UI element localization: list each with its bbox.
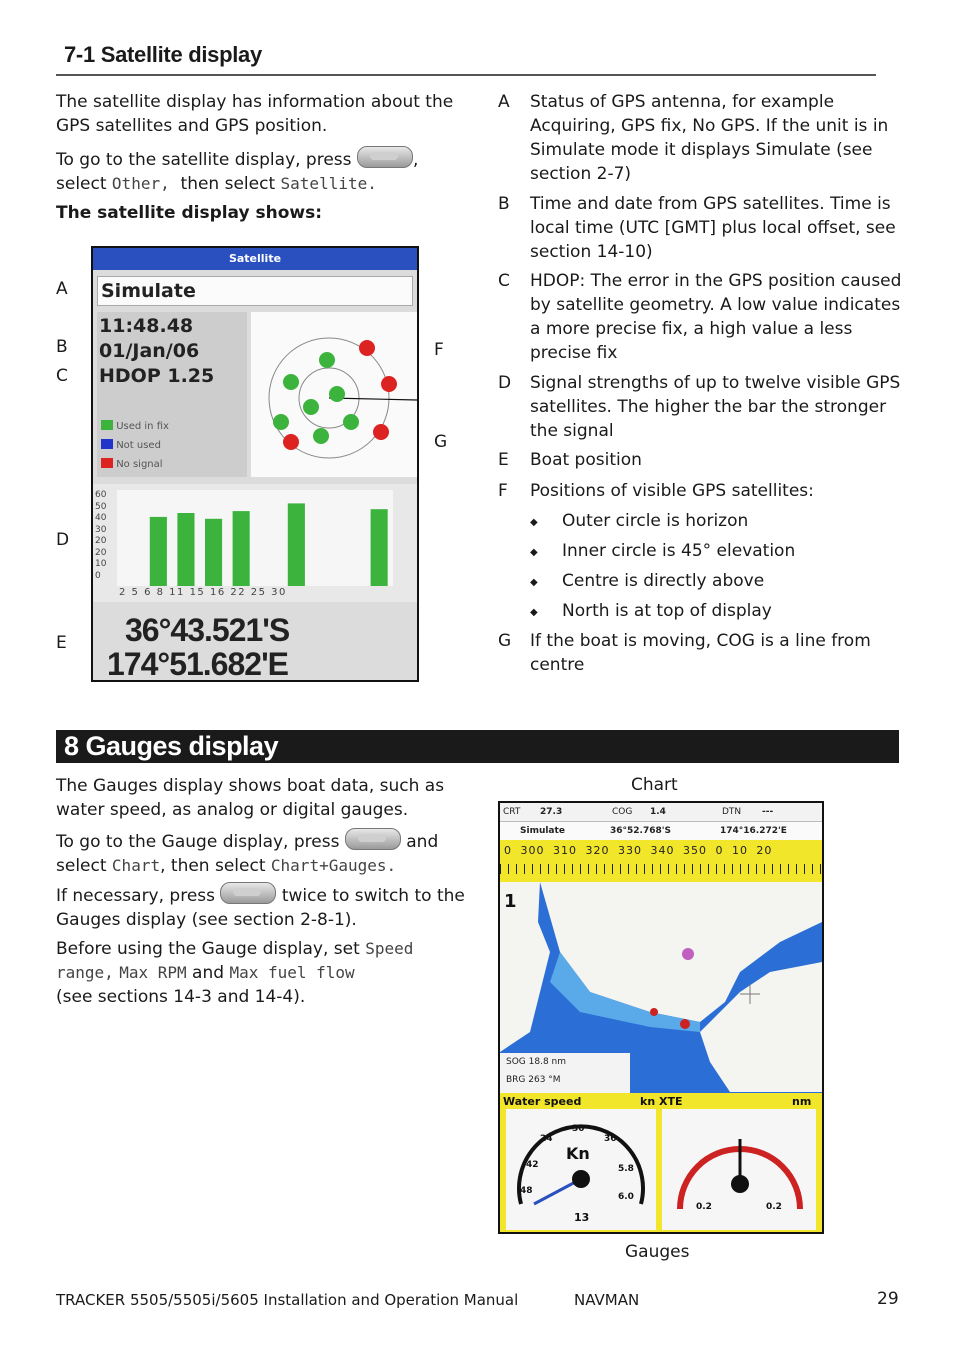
gauges-intro-paragraph: The Gauges display shows boat data, such as water speed, as analog or digital gauges. xyxy=(56,776,445,820)
speed-gauge xyxy=(506,1109,656,1230)
legend-label: Used in fix xyxy=(116,421,169,432)
compass-scale-bar xyxy=(500,840,822,882)
gauges-panel xyxy=(500,1093,822,1232)
callout-e: E xyxy=(56,633,67,653)
instr-then-select: , then select xyxy=(160,856,266,876)
data-value: 1.4 xyxy=(650,807,666,817)
signal-bar xyxy=(205,519,222,586)
bullet-text: North is at top of display xyxy=(562,601,772,621)
sat-marker-green xyxy=(303,399,319,415)
legend-not-used xyxy=(101,436,169,455)
sog-readout: SOG 18.8 nm xyxy=(506,1057,567,1067)
instr-text: Before using the Gauge display, set xyxy=(56,939,360,959)
section-heading-bar-8 xyxy=(56,730,899,763)
legend-no-signal xyxy=(101,455,169,474)
disp-button-icon xyxy=(357,146,413,168)
item-key: E xyxy=(498,450,509,470)
signal-y-axis xyxy=(95,490,106,582)
gauges-instructions-paragraph xyxy=(56,828,476,878)
page-number: 29 xyxy=(877,1289,899,1309)
instr-text: If necessary, press xyxy=(56,886,216,906)
data-value: 27.3 xyxy=(540,807,563,817)
callout-d: D xyxy=(56,530,70,550)
item-d xyxy=(498,371,908,443)
y-tick: 10 xyxy=(95,559,107,569)
callout-a: A xyxy=(56,279,68,299)
footer-manual-title: TRACKER 5505/5505i/5605 Installation and Operation Manual xyxy=(56,1291,519,1309)
y-tick: 50 xyxy=(95,501,107,512)
instr-text: Gauges display (see section 2-8-1). xyxy=(56,910,357,930)
chart-range: 1 xyxy=(504,891,517,912)
footer-brand: NAVMAN xyxy=(574,1291,640,1309)
disp-button-icon xyxy=(220,882,276,904)
longitude-readout: 174°51.682'E xyxy=(107,646,289,682)
item-c xyxy=(498,269,908,365)
bullet-text: Centre is directly above xyxy=(562,571,765,591)
caption-chart: Chart xyxy=(631,775,678,795)
compass-ticks xyxy=(500,864,822,874)
caption-gauges: Gauges xyxy=(625,1242,690,1262)
sat-intro-paragraph: The satellite display has information about the GPS satellites and GPS position. xyxy=(56,92,454,136)
sat-marker-green xyxy=(343,414,359,430)
sat-info-panel xyxy=(97,312,247,477)
instr-text: To go to the Gauge display, press xyxy=(56,832,340,852)
gauge-tick: 6.0 xyxy=(618,1192,634,1202)
instr-text: twice to switch to the xyxy=(281,886,465,906)
sat-marker-green xyxy=(313,428,329,444)
legend-swatch-red-icon xyxy=(101,458,113,468)
boat-icon xyxy=(680,1019,690,1029)
instr-text: To go to the satellite display, press xyxy=(56,150,352,170)
legend-used xyxy=(101,417,169,436)
signal-bar xyxy=(150,517,167,586)
sat-marker-red xyxy=(381,376,397,392)
y-tick: 20 xyxy=(95,536,107,546)
sat-instructions-paragraph xyxy=(56,146,476,196)
signal-bar xyxy=(233,511,250,586)
callout-b: B xyxy=(56,337,68,357)
gps-date: 01/Jan/06 xyxy=(99,340,200,362)
item-e xyxy=(498,448,908,472)
signal-bar xyxy=(288,503,305,586)
gps-time: 11:48.48 xyxy=(99,315,194,337)
gauge-hub-icon xyxy=(731,1175,749,1193)
position-lon: 174°16.272'E xyxy=(720,826,787,836)
item-key: D xyxy=(498,373,512,393)
item-text: Status of GPS antenna, for example Acquiring, GPS fix, No GPS. If the unit is in Simulate mode it displays Simulate (see section 2-7) xyxy=(530,92,889,184)
gauge-tick: 13 xyxy=(574,1211,590,1224)
gauges-setup-paragraph xyxy=(56,937,476,1009)
sat-marker-green xyxy=(273,414,289,430)
chart-gauges-screen-image xyxy=(498,801,824,1234)
gauge-tick: 0.2 xyxy=(696,1202,712,1212)
instr-then-select: then select xyxy=(180,174,276,194)
menu-other: Other, xyxy=(111,174,170,193)
callout-g: G xyxy=(434,432,448,452)
sat-skyplot xyxy=(251,312,417,477)
gauge-tick: 48 xyxy=(520,1186,533,1196)
bullet-diamond-icon: ◆ xyxy=(530,517,538,528)
y-tick: 0 xyxy=(95,570,101,581)
setting-max-rpm: Max RPM xyxy=(119,963,187,982)
disp-button-icon xyxy=(345,828,401,850)
y-tick: 20 xyxy=(95,547,107,558)
menu-satellite: Satellite. xyxy=(280,174,377,193)
gauge-title: Water speed xyxy=(503,1095,582,1108)
instr-and: and xyxy=(192,963,225,983)
chart-position-bar xyxy=(500,821,822,840)
sat-marker-green xyxy=(319,352,335,368)
gps-status-field: Simulate xyxy=(97,276,413,306)
data-label: CRT xyxy=(503,807,521,817)
setting-speed: Speed xyxy=(365,939,414,958)
bullet-text: Outer circle is horizon xyxy=(562,511,749,531)
bullet-diamond-icon: ◆ xyxy=(530,577,538,588)
menu-chart-gauges: Chart+Gauges. xyxy=(270,856,397,875)
gauge-tick: 24 xyxy=(540,1134,553,1144)
callout-f: F xyxy=(434,340,444,360)
signal-chart-panel xyxy=(93,484,417,602)
item-a xyxy=(498,90,908,186)
item-text: Signal strengths of up to twelve visible GPS satellites. The higher the bar the stronger the signal xyxy=(530,373,901,441)
section-heading-8: 8 Gauges display xyxy=(64,731,279,761)
gauge-unit: Kn xyxy=(566,1144,590,1163)
legend-label: No signal xyxy=(116,459,163,470)
sat-title-bar: Satellite xyxy=(93,248,417,270)
y-tick: 30 xyxy=(95,524,107,535)
bullet-diamond-icon: ◆ xyxy=(530,607,538,618)
sog-brg-box xyxy=(500,1053,630,1093)
item-f xyxy=(498,479,908,503)
item-text: Positions of visible GPS satellites: xyxy=(530,481,814,501)
instr-text: (see sections 14-3 and 14-4). xyxy=(56,987,306,1007)
setting-range: range, xyxy=(56,963,114,982)
mode-label: Simulate xyxy=(520,826,565,836)
gauge-right-label: nm xyxy=(792,1095,812,1108)
section-heading-7-1: 7-1 Satellite display xyxy=(64,42,262,67)
gauges-switch-paragraph xyxy=(56,882,476,932)
signal-bars xyxy=(117,490,393,586)
latitude-readout: 36°43.521'S xyxy=(125,612,290,648)
brg-readout: BRG 263 °M xyxy=(506,1075,561,1085)
sat-legend xyxy=(101,417,169,474)
gauge-hub-icon xyxy=(572,1170,590,1188)
item-text: Time and date from GPS satellites. Time is local time (UTC [GMT] plus local offset, see section 14-10) xyxy=(530,194,896,262)
callout-c: C xyxy=(56,366,68,386)
item-key: G xyxy=(498,631,512,651)
waypoint-icon xyxy=(682,948,694,960)
legend-swatch-green-icon xyxy=(101,420,113,430)
instr-select: select xyxy=(56,174,107,194)
gauge-mid-label: kn XTE xyxy=(640,1095,683,1108)
sat-marker-green xyxy=(329,386,345,402)
data-label: COG xyxy=(612,807,633,817)
setting-max-fuel-flow: Max fuel flow xyxy=(229,963,355,982)
item-key: B xyxy=(498,194,510,214)
instr-and: and xyxy=(406,832,439,852)
signal-bar xyxy=(371,509,388,586)
y-tick: 60 xyxy=(95,490,107,500)
bullet-diamond-icon: ◆ xyxy=(530,547,538,558)
instr-comma: , xyxy=(412,150,419,170)
satellite-screen-image xyxy=(91,246,419,682)
chart-data-bar xyxy=(500,803,822,821)
gauge-tick: 42 xyxy=(526,1160,539,1170)
mark-icon xyxy=(650,1008,658,1016)
item-key: A xyxy=(498,92,510,112)
heading-rule xyxy=(56,74,876,76)
item-b xyxy=(498,192,908,264)
legend-label: Not used xyxy=(116,440,161,451)
position-lat: 36°52.768'S xyxy=(610,826,671,836)
data-value: --- xyxy=(762,807,774,817)
bullet-text: Inner circle is 45° elevation xyxy=(562,541,796,561)
sat-shows-label: The satellite display shows: xyxy=(56,203,323,223)
compass-scale-labels: 0 300 310 320 330 340 350 0 10 20 xyxy=(504,844,773,857)
signal-bar xyxy=(177,513,194,586)
item-text: Boat position xyxy=(530,450,642,470)
menu-chart: Chart xyxy=(111,856,161,875)
item-text: If the boat is moving, COG is a line from centre xyxy=(530,631,871,675)
gauge-tick: 36 xyxy=(604,1134,617,1144)
gauge-tick: 5.8 xyxy=(618,1164,634,1174)
xte-gauge xyxy=(662,1109,816,1230)
instr-select: select xyxy=(56,856,107,876)
hdop-value: HDOP 1.25 xyxy=(99,365,215,387)
item-key: C xyxy=(498,271,510,291)
sat-marker-red xyxy=(373,424,389,440)
gauge-tick: 30 xyxy=(572,1124,585,1134)
legend-swatch-blue-icon xyxy=(101,439,113,449)
signal-x-axis: 2 5 6 8 11 15 16 22 25 30 xyxy=(119,587,287,598)
sat-marker-red xyxy=(359,340,375,356)
sat-marker-red xyxy=(283,434,299,450)
gauge-tick: 0.2 xyxy=(766,1202,782,1212)
item-text: HDOP: The error in the GPS position caused by satellite geometry. A low value indicates a more precise fix, a high value a less precise fix xyxy=(530,271,902,363)
sat-marker-green xyxy=(283,374,299,390)
y-tick: 40 xyxy=(95,513,107,523)
item-g xyxy=(498,629,908,677)
item-key: F xyxy=(498,481,508,501)
data-label: DTN xyxy=(722,807,742,817)
